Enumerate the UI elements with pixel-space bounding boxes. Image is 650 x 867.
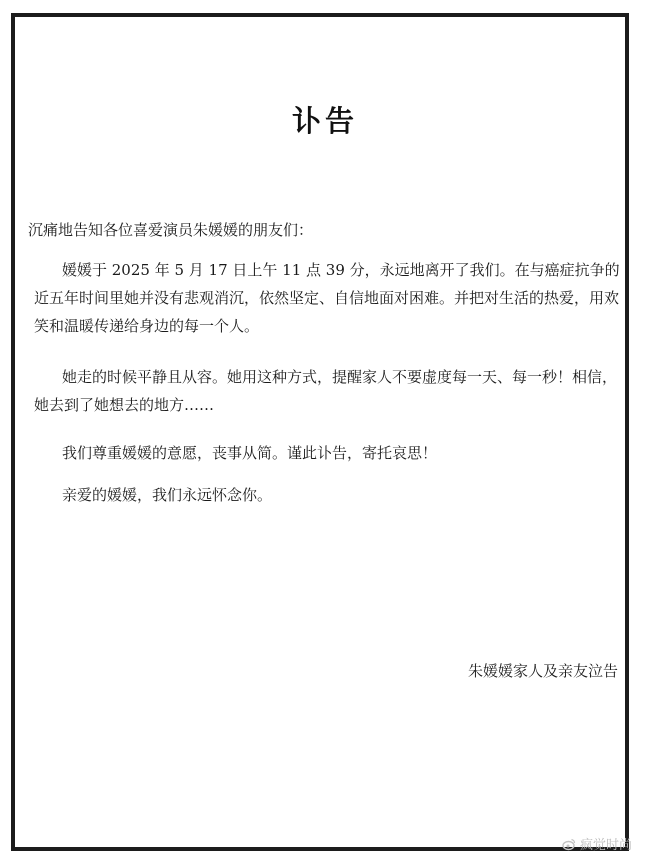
watermark	[562, 834, 632, 853]
notice-title: 讣告	[291, 104, 358, 138]
weibo-logo-icon	[562, 837, 576, 851]
signature: 朱媛媛家人及亲友泣告	[467, 662, 618, 680]
paragraph-3: 我们尊重媛媛的意愿，丧事从简。谨此讣告，寄托哀思！	[62, 444, 438, 462]
paragraph-4: 亲爱的媛媛，我们永远怀念你。	[62, 486, 273, 504]
paragraph-2: 她走的时候平静且从容。她用这种方式，提醒家人不要虚度每一天、每一秒！相信，她去到了她想去的地方……	[34, 368, 618, 414]
salutation: 沉痛地告知各位喜爱演员朱媛媛的朋友们：	[28, 221, 314, 239]
paragraph-1: 媛媛于 2025 年 5 月 17 日上午 11 点 39 分，永远地离开了我们。在与癌症抗争的近五年时间里她并没有悲观消沉，依然坚定、自信地面对困难。并把对生活的热爱，用欢笑和温暖传递给身边的每一个人。	[34, 261, 620, 335]
watermark-text: 疯觉时尚	[579, 838, 632, 853]
